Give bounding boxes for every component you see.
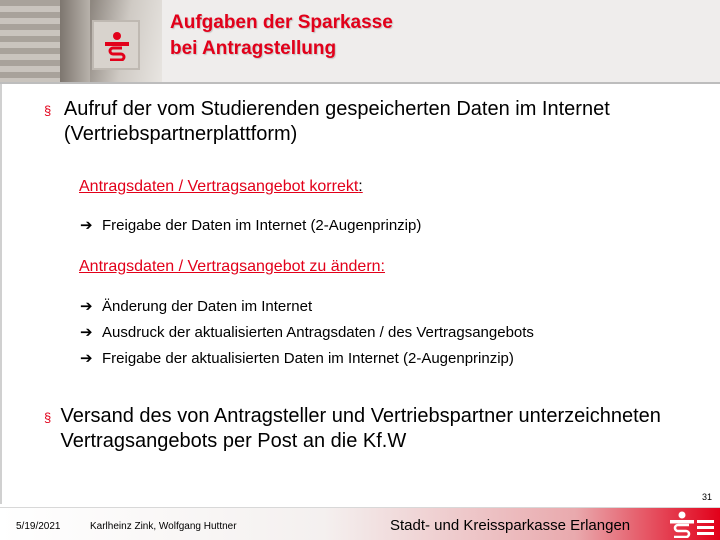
arrow-right-icon: ➔ bbox=[80, 324, 93, 341]
bullet-text: Aufruf der vom Studierenden gespeicherten Daten im Internet (Vertriebspartnerplattform) bbox=[63, 98, 610, 145]
page-title-line2: bei Antragstellung bbox=[170, 38, 337, 59]
arrow-right-icon: ➔ bbox=[80, 350, 93, 367]
side-divider bbox=[0, 84, 2, 504]
section-heading-correct bbox=[79, 178, 363, 196]
bullet-marker: § bbox=[44, 410, 52, 425]
arrow-item bbox=[80, 216, 421, 234]
page-number: 31 bbox=[701, 492, 712, 502]
arrow-right-icon: ➔ bbox=[80, 217, 93, 234]
building-facade bbox=[0, 0, 60, 82]
section-heading-change: Antragsdaten / Vertragsangebot zu ändern: bbox=[79, 258, 385, 275]
arrow-item bbox=[80, 323, 534, 341]
sparkasse-logo-icon bbox=[670, 511, 716, 538]
arrow-item bbox=[80, 349, 514, 367]
header-divider bbox=[0, 82, 720, 84]
sparkasse-logo-icon bbox=[104, 31, 130, 61]
arrow-right-icon: ➔ bbox=[80, 298, 93, 315]
bullet-marker: § bbox=[44, 103, 52, 118]
footer-brand: Stadt- und Kreissparkasse Erlangen bbox=[390, 517, 631, 534]
arrow-item-text: Ausdruck der aktualisierten Antragsdaten / des Vertragsangebots bbox=[102, 323, 534, 341]
building-pillar bbox=[60, 0, 90, 82]
arrow-item-text: Freigabe der aktualisierten Daten im Internet (2-Augenprinzip) bbox=[102, 349, 514, 367]
bullet-item-2 bbox=[44, 404, 664, 454]
section-heading-colon: : bbox=[358, 178, 363, 195]
arrow-item bbox=[80, 297, 312, 315]
footer-author: Karlheinz Zink, Wolfgang Huttner bbox=[90, 521, 237, 532]
arrow-item-text: Änderung der Daten im Internet bbox=[102, 297, 313, 315]
page-title-line1: Aufgaben der Sparkasse bbox=[170, 12, 393, 33]
header-photo bbox=[0, 0, 162, 82]
arrow-item-text: Freigabe der Daten im Internet (2-Augenprinzip) bbox=[102, 216, 422, 234]
footer-date: 5/19/2021 bbox=[16, 521, 61, 532]
bullet-text: Versand des von Antragsteller und Vertriebspartner unterzeichneten Vertragsangebots per Post an die Kf.W bbox=[60, 405, 661, 452]
bullet-item-1 bbox=[44, 97, 664, 147]
bank-sign bbox=[92, 20, 140, 70]
section-heading-text: Antragsdaten / Vertragsangebot korrekt bbox=[79, 178, 359, 195]
